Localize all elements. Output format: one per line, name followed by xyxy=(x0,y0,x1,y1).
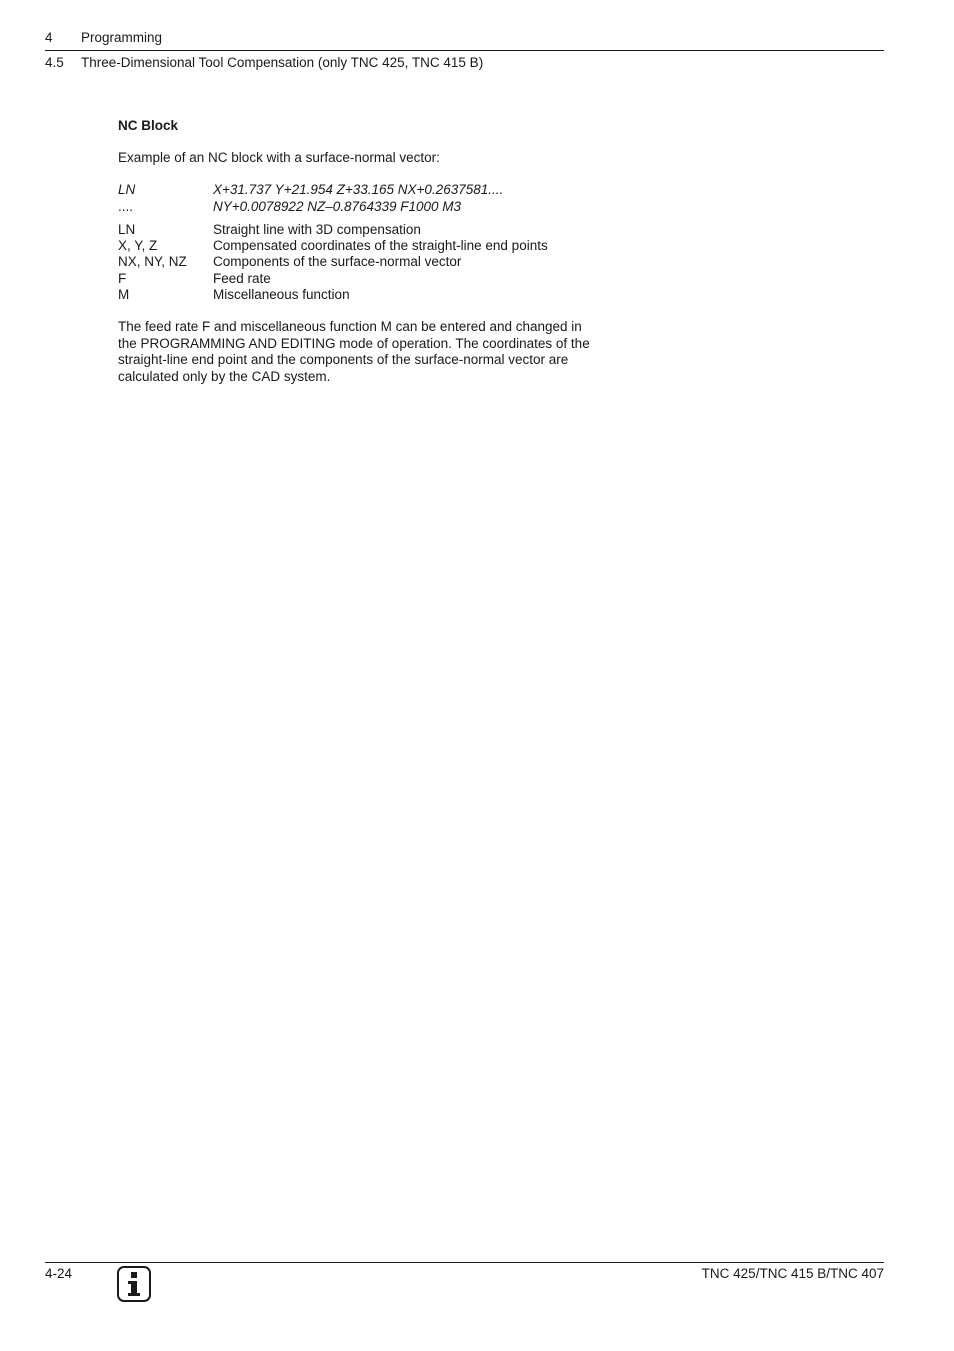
header-section xyxy=(45,55,483,71)
intro-text: Example of an NC block with a surface-normal vector: xyxy=(118,150,440,165)
definition-term: NX, NY, NZ xyxy=(118,254,187,269)
definition-term: F xyxy=(118,271,127,286)
product-name: TNC 425/TNC 415 B/TNC 407 xyxy=(701,1266,884,1281)
definition-term: LN xyxy=(118,222,136,237)
definition-row xyxy=(118,238,548,255)
definition-desc: Components of the surface-normal vector xyxy=(213,254,462,269)
example-label: LN xyxy=(118,182,136,197)
body-paragraph: The feed rate F and miscellaneous function M can be entered and changed in the PROGRAMMING AND EDITING mode of operation. The coordinates of the straight-line end point and the components of the surface-normal vector are calculated only by the CAD system. xyxy=(118,319,590,384)
example-label: .... xyxy=(118,199,134,214)
definition-desc: Straight line with 3D compensation xyxy=(213,222,421,237)
example-line xyxy=(118,199,461,216)
info-icon xyxy=(117,1266,151,1302)
example-line xyxy=(118,182,503,199)
header-chapter xyxy=(45,30,162,46)
definition-desc: Miscellaneous function xyxy=(213,287,350,302)
example-value: NY+0.0078922 NZ–0.8764339 F1000 M3 xyxy=(213,199,462,214)
section-number: 4.5 xyxy=(45,55,64,70)
definition-term: M xyxy=(118,287,130,302)
definition-desc: Compensated coordinates of the straight-line end points xyxy=(213,238,548,253)
definition-row xyxy=(118,254,461,271)
page-number: 4-24 xyxy=(45,1266,73,1281)
header-divider xyxy=(45,50,884,51)
chapter-title: Programming xyxy=(81,30,163,45)
definition-row xyxy=(118,222,421,239)
footer-divider xyxy=(45,1262,884,1263)
definition-row xyxy=(118,271,271,288)
definition-term: X, Y, Z xyxy=(118,238,158,253)
example-value: X+31.737 Y+21.954 Z+33.165 NX+0.2637581.... xyxy=(213,182,504,197)
definition-row xyxy=(118,287,350,304)
section-title: Three-Dimensional Tool Compensation (only TNC 425, TNC 415 B) xyxy=(81,55,484,70)
definition-desc: Feed rate xyxy=(213,271,271,286)
section-heading: NC Block xyxy=(118,118,179,133)
chapter-number: 4 xyxy=(45,30,53,45)
